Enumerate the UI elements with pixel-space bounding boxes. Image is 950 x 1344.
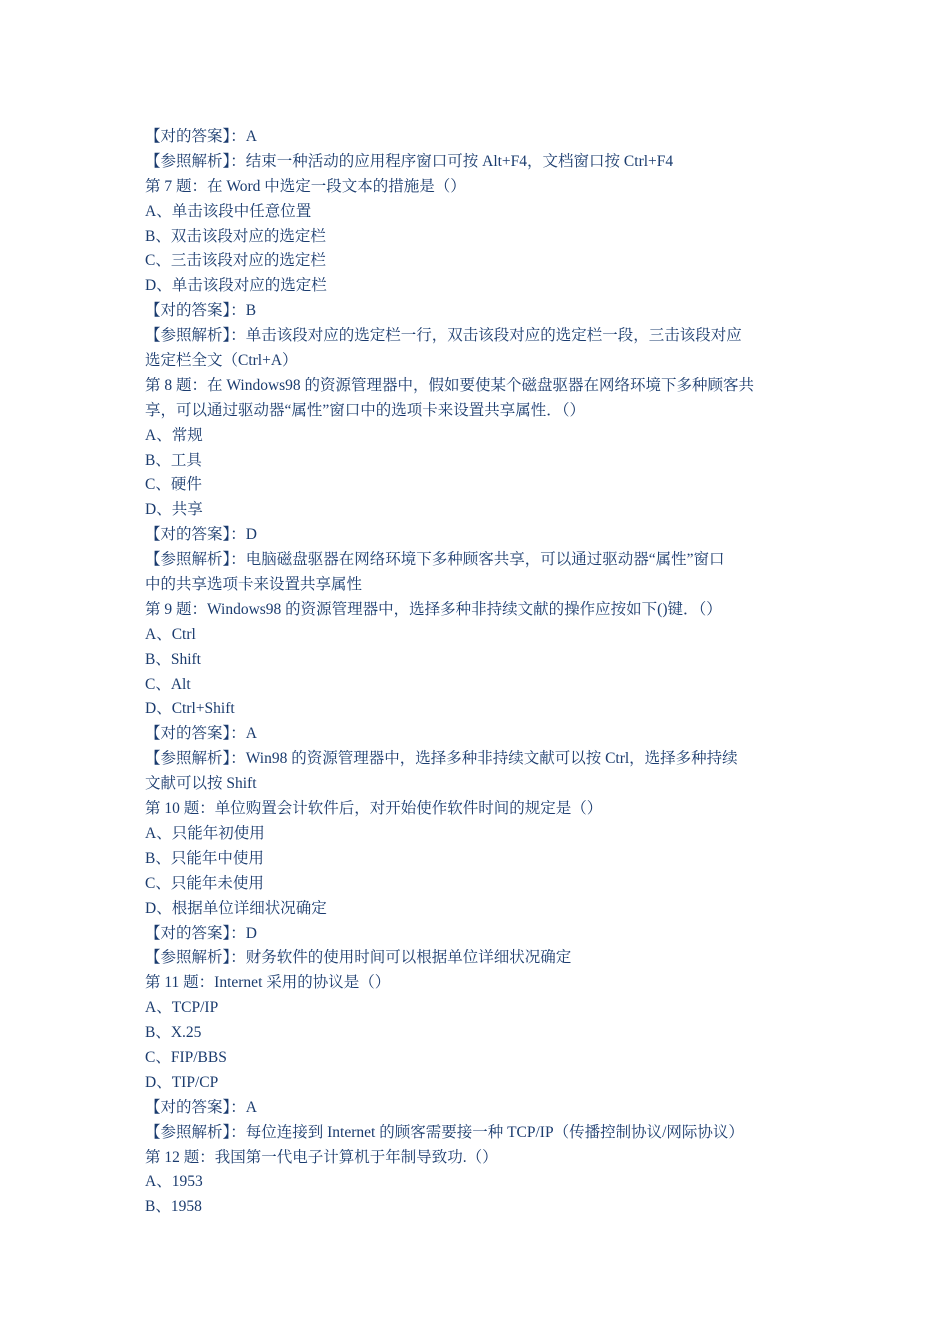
text-line: 【参照解析】：每位连接到 Internet 的顾客需要接一种 TCP/IP（传播控制协议/网际协议） xyxy=(145,1123,744,1141)
text-line: B、双击该段对应的选定栏 xyxy=(145,227,326,245)
text-line: 【参照解析】：财务软件的使用时间可以根据单位详细状况确定 xyxy=(145,949,572,967)
text-line: A、TCP/IP xyxy=(145,999,219,1017)
text-line: 【参照解析】：单击该段对应的选定栏一行，双击该段对应的选定栏一段，三击该段对应 xyxy=(145,327,742,345)
text-line: B、Shift xyxy=(145,650,201,668)
text-line: B、工具 xyxy=(145,451,202,469)
text-line: C、FIP/BBS xyxy=(145,1048,227,1066)
text-line: A、只能年初使用 xyxy=(145,824,265,842)
text-line: A、常规 xyxy=(145,426,203,444)
text-line: 文献可以按 Shift xyxy=(145,775,257,793)
text-line: D、TIP/CP xyxy=(145,1073,219,1091)
text-line: 第 10 题：单位购置会计软件后，对开始使作软件时间的规定是（） xyxy=(145,800,603,818)
document-page xyxy=(145,125,805,1220)
text-line: D、Ctrl+Shift xyxy=(145,700,235,718)
text-line: 享，可以通过驱动器“属性”窗口中的选项卡来设置共享属性．（） xyxy=(145,401,586,419)
text-line: 第 11 题：Internet 采用的协议是（） xyxy=(145,974,391,992)
text-line: 第 12 题：我国第一代电子计算机于年制导致功.（） xyxy=(145,1148,498,1166)
text-line: B、只能年中使用 xyxy=(145,849,264,867)
text-line: 【对的答案】：D xyxy=(145,924,257,942)
text-line: 中的共享选项卡来设置共享属性 xyxy=(145,576,363,594)
text-line: 第 8 题：在 Windows98 的资源管理器中，假如要使某个磁盘驱器在网络环境下多种顾客共 xyxy=(145,376,755,394)
text-line: 【对的答案】：D xyxy=(145,526,257,544)
text-line: 【对的答案】：A xyxy=(145,1098,257,1116)
text-line: D、单击该段对应的选定栏 xyxy=(145,277,327,295)
text-line: A、Ctrl xyxy=(145,625,196,643)
text-line: C、三击该段对应的选定栏 xyxy=(145,252,326,270)
text-line: 【参照解析】：电脑磁盘驱器在网络环境下多种顾客共享，可以通过驱动器“属性”窗口 xyxy=(145,551,725,569)
text-line: B、1958 xyxy=(145,1198,202,1216)
text-line: D、根据单位详细状况确定 xyxy=(145,899,327,917)
text-line: 【参照解析】：Win98 的资源管理器中，选择多种非持续文献可以按 Ctrl，选择多种持续 xyxy=(145,750,738,768)
text-line: 第 7 题：在 Word 中选定一段文本的措施是（） xyxy=(145,177,466,195)
text-line: 【对的答案】：A xyxy=(145,725,257,743)
text-line: A、1953 xyxy=(145,1173,203,1191)
text-line: D、共享 xyxy=(145,501,203,519)
text-line: 选定栏全文（Ctrl+A） xyxy=(145,352,298,370)
text-line: 【对的答案】：A xyxy=(145,128,257,145)
text-line: 【参照解析】：结束一种活动的应用程序窗口可按 Alt+F4，文档窗口按 Ctrl+F4 xyxy=(145,152,674,170)
text-line: C、只能年未使用 xyxy=(145,874,264,892)
text-line: 第 9 题：Windows98 的资源管理器中，选择多种非持续文献的操作应按如下()键．（） xyxy=(145,600,722,618)
text-line: 【对的答案】：B xyxy=(145,302,257,320)
text-line: B、X.25 xyxy=(145,1024,202,1042)
text-line: C、硬件 xyxy=(145,476,202,494)
text-line: C、Alt xyxy=(145,675,191,693)
text-line: A、单击该段中任意位置 xyxy=(145,202,312,220)
